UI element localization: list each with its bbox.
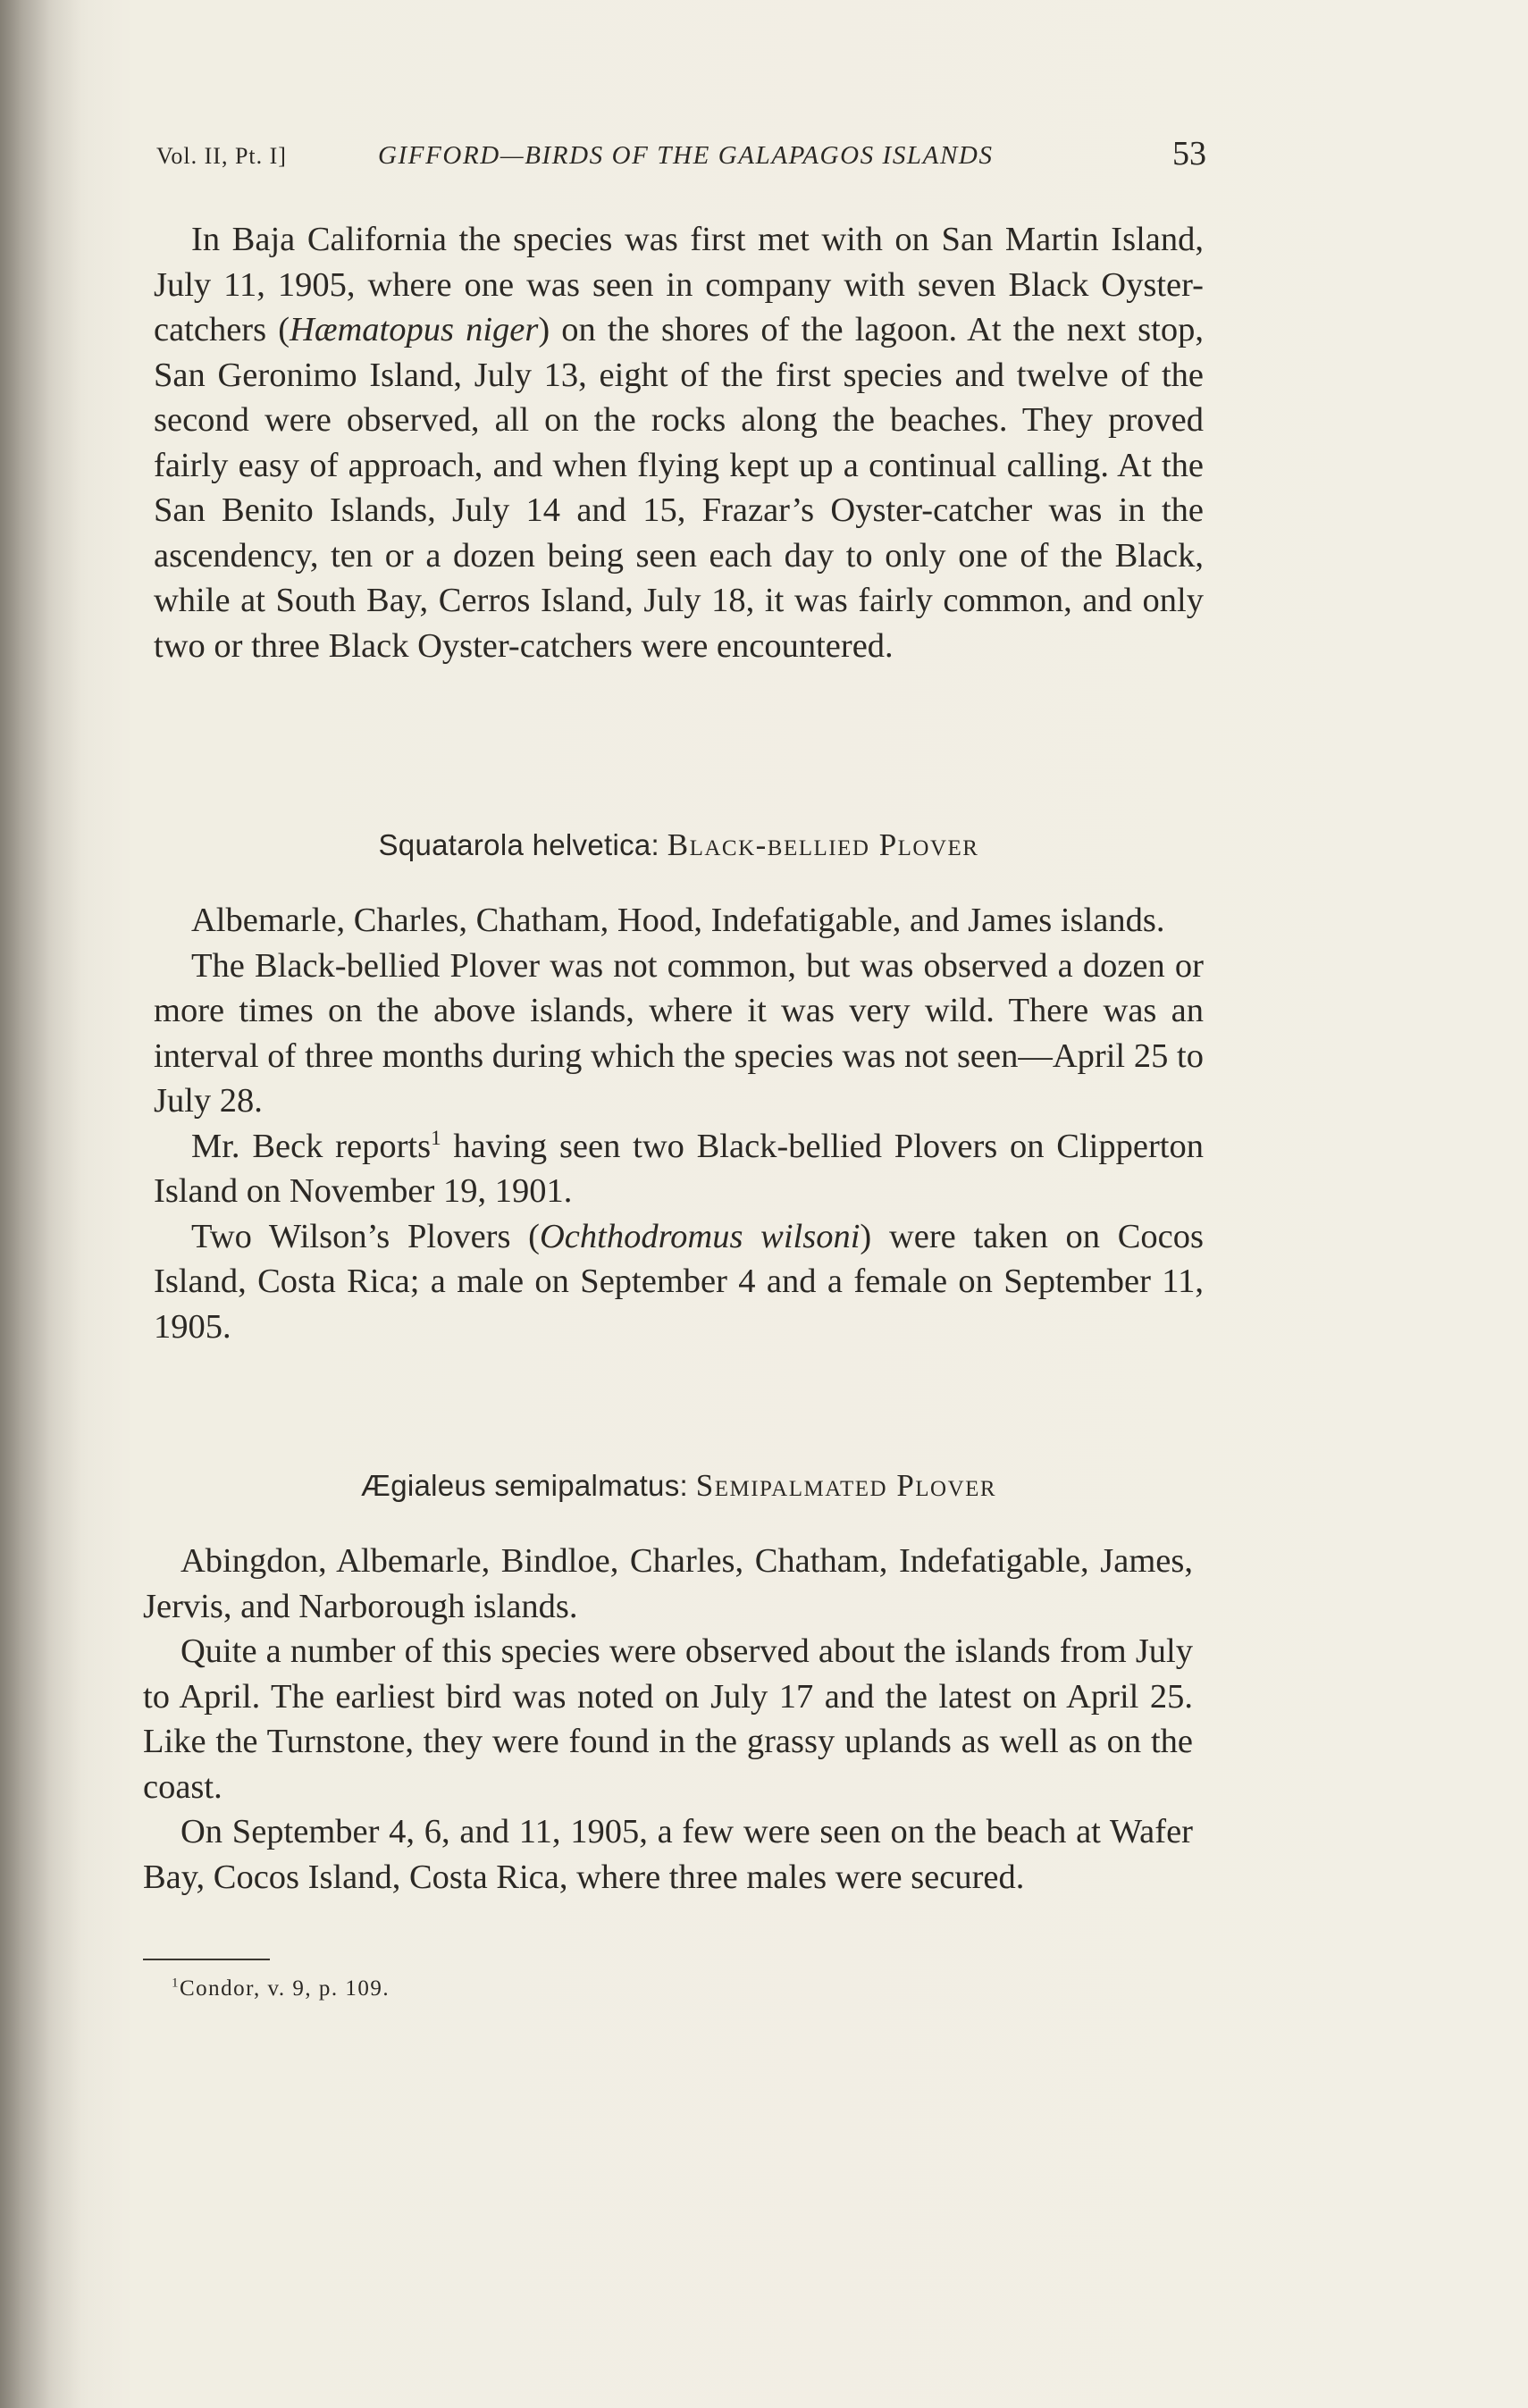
paragraph: Abingdon, Albemarle, Bindloe, Charles, Chatham, Indefatigable, James, Jervis, and Narborough islands. (143, 1542, 1193, 1625)
footnote (172, 1976, 390, 2001)
common-name: Black-bellied Plover (667, 827, 979, 862)
running-head (156, 134, 1206, 179)
common-name: Semipalmated Plover (695, 1468, 997, 1503)
page-number: 53 (1172, 135, 1206, 172)
paragraph: Albemarle, Charles, Chatham, Hood, Indefatigable, and James islands. (191, 902, 1165, 939)
article-title: GIFFORD—BIRDS OF THE GALAPAGOS ISLANDS (378, 141, 994, 170)
scientific-name: Squatarola helvetica: (378, 828, 659, 861)
species-heading-black-bellied-plover (154, 826, 1204, 865)
paragraph: Two Wilson’s Plovers (Ochthodromus wilsoni) were taken on Cocos Island, Costa Rica; a male on September 4 and a female on September 11, 1905. (154, 1217, 1205, 1346)
scientific-name: Ægialeus semipalmatus: (360, 1469, 688, 1502)
species-name: Hæmatopus niger (290, 311, 539, 348)
semipalmated-plover-section (143, 1539, 1193, 1900)
footnote-marker: 1 (172, 1976, 180, 1991)
species-name: Ochthodromus wilsoni (540, 1217, 861, 1255)
black-bellied-plover-section (154, 898, 1204, 1349)
paragraph: The Black-bellied Plover was not common, but was observed a dozen or more times on the above islands, where it was very wild. There was an interval of three months during which the species was not seen—April 25 to July 28. (154, 946, 1204, 1120)
footnote-text: Condor, v. 9, p. 109. (180, 1976, 390, 2001)
footnote-divider (143, 1959, 270, 1960)
volume-label: Vol. II, Pt. I] (156, 143, 287, 169)
paragraph: Quite a number of this species were observed about the islands from July to April. The earliest bird was noted on July 17 and the latest on April 25. Like the Turnstone, they were found in the grassy uplands as well as on the coast. (143, 1632, 1193, 1806)
paragraph: In Baja California the species was first met with on San Martin Island, July 11, 1905, where one was seen in company with seven Black Oyster-catchers (Hæmatopus niger) on the shores of the lagoon. At the next stop, San Geronimo Island, July 13, eight of the first species and twelve of the second were observed, all on the rocks along the beaches. They proved fairly easy of approach, and when flying kept up a continual calling. At the San Benito Islands, July 14 and 15, Frazar’s Oyster-catcher was in the ascendency, ten or a dozen being seen each day to only one of the Black, while at South Bay, Cerros Island, July 18, it was fairly common, and only two or three Black Oyster-catchers were encountered. (154, 221, 1204, 665)
footnote-marker: 1 (431, 1125, 441, 1149)
binding-gutter-shadow (0, 0, 80, 2408)
paragraph: On September 4, 6, and 11, 1905, a few were seen on the beach at Wafer Bay, Cocos Island, Costa Rica, where three males were secured. (143, 1813, 1193, 1896)
paragraph: Mr. Beck reports$^1$ having seen two Black-bellied Plovers on Clipperton Island on November 19, 1901. (154, 1125, 1204, 1210)
species-heading-semipalmated-plover (154, 1466, 1204, 1506)
oyster-catcher-section (154, 217, 1204, 668)
